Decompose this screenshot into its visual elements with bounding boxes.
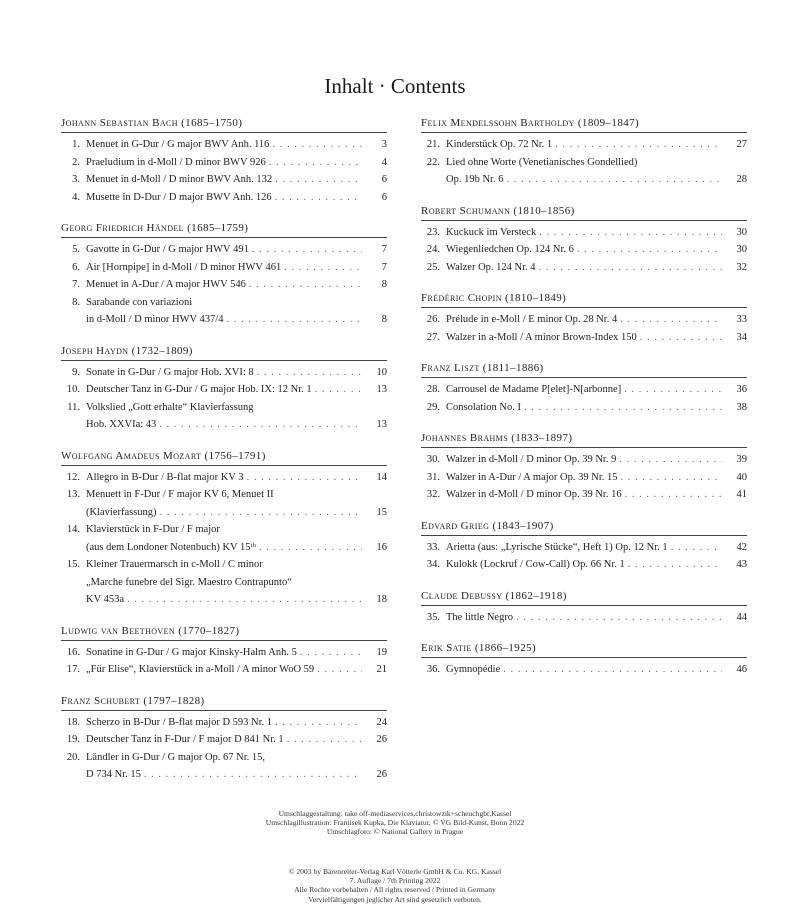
composer-section <box>421 641 747 679</box>
dot-leader <box>555 136 722 154</box>
dot-leader <box>252 241 362 259</box>
dot-leader <box>275 189 362 207</box>
entry-number: 16. <box>66 646 80 658</box>
entry-title: Kinderstück Op. 72 Nr. 1 <box>446 139 553 150</box>
dot-leader <box>624 381 722 399</box>
credit-line: Umschlagfoto: © National Gallery in Prague <box>326 827 464 837</box>
toc-entry <box>421 451 747 469</box>
entry-title: Scherzo in B-Dur / B-flat major D 593 Nr. 1 <box>86 716 273 728</box>
page-number: 21 <box>376 664 387 675</box>
composer-heading: Edvard Grieg (1843–1907) <box>421 519 747 536</box>
toc-entry <box>61 521 387 556</box>
page-number: 43 <box>736 559 747 570</box>
entry-title: Lied ohne Worte (Venetianisches Gondellied) <box>446 156 638 168</box>
composer-heading: Johannes Brahms (1833–1897) <box>421 431 747 448</box>
entry-number: 15. <box>66 559 80 570</box>
toc-entry <box>421 136 747 154</box>
credit-line: Umschlaggestaltung: take off-mediaservices,christowzik+scheuchgbr,Kassel <box>278 809 512 818</box>
dot-leader <box>577 241 722 259</box>
entry-number: 4. <box>72 191 80 203</box>
toc-entry <box>421 241 747 259</box>
toc-entry <box>61 136 387 154</box>
entry-number: 17. <box>66 664 80 675</box>
entry-title: (Klavierfassung) <box>86 506 157 518</box>
entry-title: Ländler in G-Dur / G major Op. 67 Nr. 15, <box>86 751 266 763</box>
entry-number: 3. <box>72 174 80 185</box>
entry-number: 34. <box>426 559 440 570</box>
dot-leader <box>275 714 362 732</box>
entry-title: KV 453a <box>86 594 125 605</box>
composer-heading: Robert Schumann (1810–1856) <box>421 204 747 221</box>
entry-title: Klavierstück in F-Dur / F major <box>86 524 220 535</box>
toc-entry <box>421 556 747 574</box>
entry-title: „Marche funebre del Sigr. Maestro Contrapunto“ <box>86 576 292 588</box>
page-number: 8 <box>381 279 387 290</box>
credit-line: © 2003 by Bärenreiter-Verlag Karl Vötterle GmbH & Co. KG, Kassel <box>288 867 502 876</box>
entry-number: 1. <box>72 139 80 150</box>
entry-title: Menuet in A-Dur / A major HWV 546 <box>86 279 246 290</box>
entry-title: Deutscher Tanz in F-Dur / F major D 841 Nr. 1 <box>86 734 284 745</box>
entry-title: Kuckuck im Versteck <box>446 226 537 238</box>
entry-number: 22. <box>426 156 440 168</box>
composer-section <box>421 589 747 627</box>
composer-heading: Claude Debussy (1862–1918) <box>421 589 747 606</box>
entry-number: 9. <box>72 366 80 378</box>
dot-leader <box>317 661 362 679</box>
page-number: 16 <box>376 541 387 553</box>
credit-line: 7. Auflage / 7th Printing 2022 <box>349 876 441 886</box>
toc-entry <box>61 661 387 679</box>
page-number: 33 <box>736 314 747 325</box>
page-number: 28 <box>736 174 747 185</box>
entry-title: Sonate in G-Dur / G major Hob. XVI: 8 <box>86 366 254 378</box>
page-number: 34 <box>736 331 747 343</box>
entry-title: Deutscher Tanz in G-Dur / G major Hob. IX: 12 Nr. 1 <box>86 384 312 395</box>
toc-entry <box>61 731 387 749</box>
dot-leader <box>516 609 722 627</box>
entry-title: Kleiner Trauermarsch in c-Moll / C minor <box>86 559 263 570</box>
page-number: 7 <box>381 244 387 255</box>
toc-entry <box>61 154 387 172</box>
composer-heading: Erik Satie (1866–1925) <box>421 641 747 658</box>
entry-title: Menuett in F-Dur / F major KV 6, Menuet II <box>86 489 274 500</box>
entry-number: 35. <box>426 611 440 623</box>
entry-number: 23. <box>426 226 440 238</box>
composer-heading: Johann Sebastian Bach (1685–1750) <box>61 116 387 133</box>
dot-leader <box>640 329 722 347</box>
composer-heading: Georg Friedrich Händel (1685–1759) <box>61 221 387 238</box>
entry-title: Op. 19b Nr. 6 <box>446 174 504 185</box>
entry-title: The little Negro <box>446 611 514 623</box>
dot-leader <box>144 766 362 784</box>
composer-heading: Wolfgang Amadeus Mozart (1756–1791) <box>61 449 387 466</box>
contents-column-left <box>61 116 387 799</box>
entry-number: 6. <box>72 261 80 273</box>
toc-entry <box>61 381 387 399</box>
entry-title: Kulokk (Lockruf / Cow-Call) Op. 66 Nr. 1 <box>446 559 625 570</box>
page-number: 44 <box>736 611 747 623</box>
composer-section <box>61 694 387 784</box>
dot-leader <box>620 311 722 329</box>
credit-line: Vervielfältigungen jeglicher Art sind gesetzlich verboten. <box>308 894 482 904</box>
dot-leader <box>625 486 722 504</box>
page-number: 8 <box>381 314 387 325</box>
entry-title: Arietta (aus: „Lyrische Stücke“, Heft 1) Op. 12 Nr. 1 <box>446 541 668 553</box>
entry-title: Consolation No. I <box>446 401 521 413</box>
toc-entry <box>421 329 747 347</box>
entry-title: Sarabande con variazioni <box>86 296 193 308</box>
entry-number: 24. <box>426 244 440 255</box>
entry-title: in d-Moll / D minor HWV 437/4 <box>86 314 224 325</box>
composer-section <box>61 624 387 679</box>
entry-number: 20. <box>66 751 80 763</box>
dot-leader <box>284 259 362 277</box>
composer-heading: Frédéric Chopin (1810–1849) <box>421 291 747 308</box>
entry-number: 32. <box>426 489 440 500</box>
toc-entry <box>61 399 387 434</box>
composer-section <box>61 344 387 434</box>
entry-number: 26. <box>426 314 440 325</box>
page-number: 40 <box>736 471 747 483</box>
dot-leader <box>524 399 722 417</box>
entry-number: 7. <box>72 279 80 290</box>
entry-title: Prélude in e-Moll / E minor Op. 28 Nr. 4 <box>446 314 618 325</box>
composer-heading: Franz Schubert (1797–1828) <box>61 694 387 711</box>
page-number: 18 <box>376 594 387 605</box>
dot-leader <box>247 469 362 487</box>
credit-line: Umschlagillustration: Frantisek Kupka, Die Klaviatur, © VG Bild-Kunst, Bonn 2022 <box>265 818 525 828</box>
entry-title: Menuet in G-Dur / G major BWV Anh. 116 <box>86 139 270 150</box>
entry-title: Sonatine in G-Dur / G major Kinsky-Halm Anh. 5 <box>86 646 297 658</box>
dot-leader <box>269 154 362 172</box>
entry-number: 27. <box>426 331 440 343</box>
entry-number: 10. <box>66 384 80 395</box>
page-number: 26 <box>376 769 387 780</box>
composer-section <box>421 291 747 346</box>
composer-section <box>61 116 387 206</box>
composer-section <box>421 519 747 574</box>
page-number: 13 <box>376 384 387 395</box>
dot-leader <box>300 644 362 662</box>
contents-column-right <box>421 116 747 694</box>
entry-title: Gymnopédie <box>446 664 501 675</box>
dot-leader <box>272 136 362 154</box>
toc-entry <box>61 364 387 382</box>
toc-entry <box>421 609 747 627</box>
entry-number: 18. <box>66 716 80 728</box>
credit-line: Alle Rechte vorbehalten / All rights reserved / Printed in Germany <box>294 885 496 895</box>
toc-entry <box>421 154 747 189</box>
page-number: 32 <box>736 261 747 273</box>
dot-leader <box>503 661 722 679</box>
dot-leader <box>159 416 362 434</box>
page-number: 6 <box>381 191 387 203</box>
entry-number: 8. <box>72 296 80 308</box>
dot-leader <box>249 276 362 294</box>
copyright-notice <box>0 867 790 904</box>
page-number: 6 <box>381 174 387 185</box>
entry-title: Walzer in d-Moll / D minor Op. 39 Nr. 16 <box>446 489 622 500</box>
page-number: 14 <box>376 471 387 483</box>
toc-entry <box>61 714 387 732</box>
entry-number: 36. <box>426 664 440 675</box>
page-number: 36 <box>736 384 747 395</box>
page-number: 39 <box>736 454 747 465</box>
dot-leader <box>160 504 362 522</box>
page-number: 27 <box>736 139 747 150</box>
toc-entry <box>61 486 387 521</box>
dot-leader <box>315 381 362 399</box>
entry-number: 31. <box>426 471 440 483</box>
page-number: 7 <box>381 261 387 273</box>
entry-title: Walzer in d-Moll / D minor Op. 39 Nr. 9 <box>446 454 617 465</box>
dot-leader <box>287 731 362 749</box>
entry-title: Hob. XXVIa: 43 <box>86 419 157 430</box>
entry-title: Menuet in d-Moll / D minor BWV Anh. 132 <box>86 174 273 185</box>
page-number: 30 <box>736 244 747 255</box>
entry-title: Air [Hornpipe] in d-Moll / D minor HWV 461 <box>86 261 282 273</box>
composer-heading: Ludwig van Beethoven (1770–1827) <box>61 624 387 641</box>
entry-number: 33. <box>426 541 440 553</box>
entry-number: 5. <box>72 244 80 255</box>
composer-section <box>421 431 747 504</box>
page-number: 15 <box>376 506 387 518</box>
entry-number: 13. <box>66 489 80 500</box>
entry-title: D 734 Nr. 15 <box>86 769 141 780</box>
entry-title: Walzer in A-Dur / A major Op. 39 Nr. 15 <box>446 471 618 483</box>
entry-title: Carrousel de Madame P[elet]-N[arbonne] <box>446 384 622 395</box>
toc-entry <box>421 224 747 242</box>
page-number: 13 <box>376 419 387 430</box>
entry-number: 14. <box>66 524 80 535</box>
page-number: 10 <box>376 366 387 378</box>
dot-leader <box>127 591 362 609</box>
dot-leader <box>619 451 722 469</box>
entry-title: „Für Elise“, Klavierstück in a-Moll / A minor WoO 59 <box>86 664 315 675</box>
page-number: 30 <box>736 226 747 238</box>
entry-title: Walzer Op. 124 Nr. 4 <box>446 261 536 273</box>
dot-leader <box>275 171 362 189</box>
toc-entry <box>421 486 747 504</box>
composer-section <box>61 221 387 329</box>
dot-leader <box>257 364 362 382</box>
toc-entry <box>61 189 387 207</box>
toc-entry <box>61 259 387 277</box>
entry-number: 28. <box>426 384 440 395</box>
toc-entry <box>61 171 387 189</box>
entry-number: 21. <box>426 139 440 150</box>
toc-entry <box>421 381 747 399</box>
entry-title: Praeludium in d-Moll / D minor BWV 926 <box>86 156 266 168</box>
toc-entry <box>61 556 387 609</box>
toc-entry <box>61 469 387 487</box>
page-number: 4 <box>381 156 387 168</box>
toc-entry <box>421 661 747 679</box>
entry-number: 30. <box>426 454 440 465</box>
toc-entry <box>421 469 747 487</box>
composer-section <box>61 449 387 609</box>
entry-title: (aus dem Londoner Notenbuch) KV 15ᵗʰ <box>86 541 256 553</box>
entry-number: 12. <box>66 471 80 483</box>
composer-heading: Felix Mendelssohn Bartholdy (1809–1847) <box>421 116 747 133</box>
toc-entry <box>421 259 747 277</box>
entry-title: Volkslied „Gott erhalte“ Klavierfassung <box>86 401 254 413</box>
entry-title: Walzer in a-Moll / A minor Brown-Index 150 <box>446 331 637 343</box>
entry-number: 19. <box>66 734 80 745</box>
dot-leader <box>539 259 722 277</box>
dot-leader <box>259 539 362 557</box>
page-number: 41 <box>736 489 747 500</box>
entry-number: 29. <box>426 401 440 413</box>
page-number: 42 <box>736 541 747 553</box>
cover-credits <box>0 809 790 837</box>
page-number: 19 <box>376 646 387 658</box>
entry-number: 11. <box>67 401 80 413</box>
page-number: 3 <box>381 139 387 150</box>
dot-leader <box>226 311 362 329</box>
page-number: 26 <box>376 734 387 745</box>
toc-entry <box>421 399 747 417</box>
toc-entry <box>61 241 387 259</box>
entry-title: Allegro in B-Dur / B-flat major KV 3 <box>86 471 244 483</box>
toc-entry <box>61 276 387 294</box>
toc-entry <box>61 749 387 784</box>
page-number: 24 <box>376 716 387 728</box>
composer-section <box>421 361 747 416</box>
page-title: Inhalt · Contents <box>324 74 466 98</box>
composer-section <box>421 116 747 189</box>
toc-entry <box>421 311 747 329</box>
composer-heading: Joseph Haydn (1732–1809) <box>61 344 387 361</box>
dot-leader <box>506 171 722 189</box>
toc-entry <box>421 539 747 557</box>
toc-entry <box>61 294 387 329</box>
toc-entry <box>61 644 387 662</box>
entry-title: Gavotte in G-Dur / G major HWV 491 <box>86 244 249 255</box>
entry-title: Musette in D-Dur / D major BWV Anh. 126 <box>86 191 272 203</box>
dot-leader <box>671 539 722 557</box>
dot-leader <box>621 469 722 487</box>
page-number: 38 <box>736 401 747 413</box>
dot-leader <box>628 556 722 574</box>
composer-heading: Franz Liszt (1811–1886) <box>421 361 747 378</box>
dot-leader <box>539 224 722 242</box>
entry-number: 25. <box>426 261 440 273</box>
entry-number: 2. <box>72 156 80 168</box>
entry-title: Wiegenliedchen Op. 124 Nr. 6 <box>446 244 574 255</box>
page-number: 46 <box>736 664 747 675</box>
composer-section <box>421 204 747 277</box>
